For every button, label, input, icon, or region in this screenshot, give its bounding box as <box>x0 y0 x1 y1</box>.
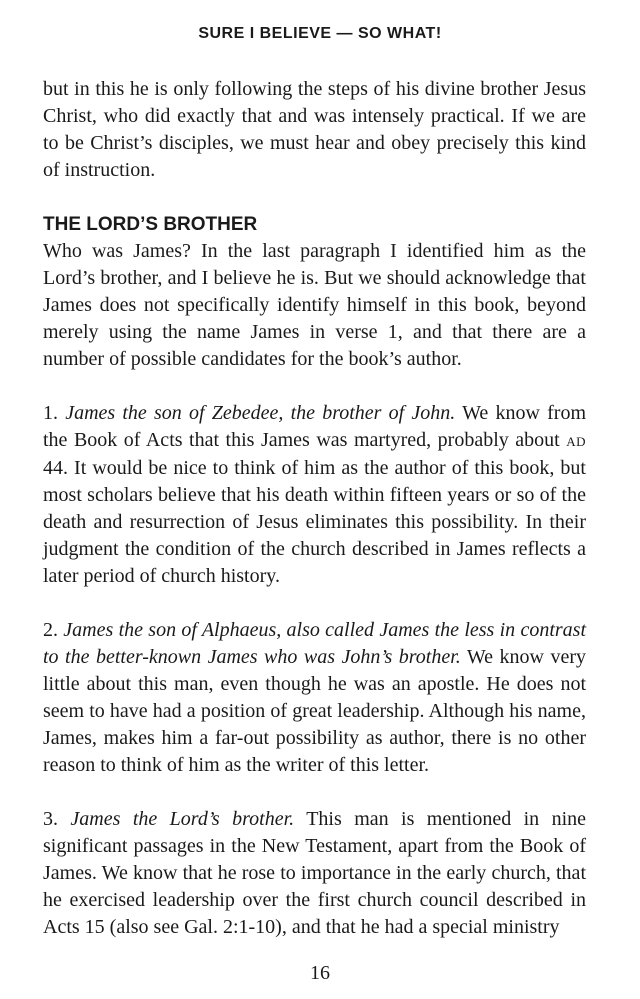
paragraph-gap <box>43 590 586 617</box>
candidate-number: 3. <box>43 808 58 830</box>
candidate-paragraph-2 <box>43 617 586 779</box>
candidate-text: 44. It would be nice to think of him as the author of this book, but most scholars believe that his death within fifteen years or so of the death and resurrection of Jesus eliminates this possibility. In their judgment the condition of the church described in James reflects a later period of church history. <box>43 457 586 587</box>
candidate-text: We know very little about this man, even though he was an apostle. He does not seem to have had a position of great leadership. Although his name, James, makes him a far-out possibility as author, there is no other reason to think of him as the writer of this letter. <box>43 646 587 776</box>
candidate-name: James the son of Alphaeus, also called James the less in contrast to the better-known James who was John’s brother. <box>43 619 587 668</box>
candidate-name: James the Lord’s brother. <box>70 808 295 830</box>
running-head: SURE I BELIEVE — SO WHAT! <box>198 25 442 42</box>
candidate-text: We know from the Book of Acts that this James was martyred, probably about <box>43 402 587 451</box>
candidate-number: 1. <box>43 402 58 424</box>
body-text <box>43 76 586 941</box>
page-number: 16 <box>310 962 330 984</box>
candidate-text: This man is mentioned in nine significant passages in the New Testament, apart from the Book of James. We know that he rose to importance in the early church, that he exercised leadership over the first church council described in Acts 15 (also see Gal. 2:1-10), and that he had a special ministry <box>43 808 587 938</box>
intro-paragraph: but in this he is only following the steps of his divine brother Jesus Christ, who did exactly that and was intensely practical. If we are to be Christ’s disciples, we must hear and obey precisely this kind of instruction. <box>43 78 586 181</box>
era-abbreviation: AD <box>566 434 586 449</box>
candidate-number: 2. <box>43 619 58 641</box>
candidate-paragraph-3 <box>43 806 586 941</box>
section-intro-paragraph: Who was James? In the last paragraph I identified him as the Lord’s brother, and I believe he is. But we should acknowledge that James does not specifically identify himself in this book, beyond merely using the name James in verse 1, and that there are a number of possible candidates for the book’s author. <box>43 240 586 370</box>
paragraph-gap <box>43 373 586 400</box>
candidate-name: James the son of Zebedee, the brother of John. <box>65 402 456 424</box>
section-heading: THE LORD’S BROTHER <box>43 214 258 235</box>
candidate-paragraph-1 <box>43 400 586 590</box>
paragraph-gap <box>43 184 586 211</box>
paragraph-gap <box>43 779 586 806</box>
